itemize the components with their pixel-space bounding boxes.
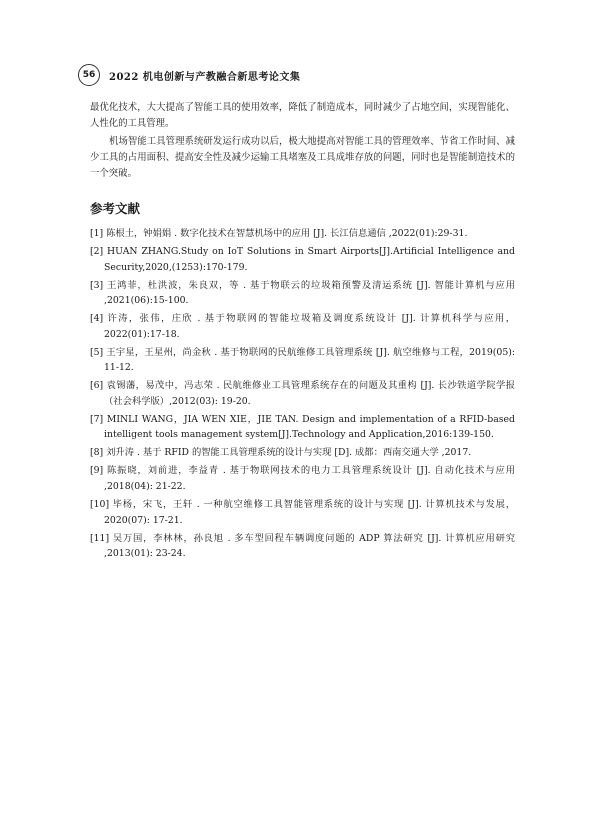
reference-item: [2] HUAN ZHANG.Study on IoT Solutions in Smart Airports[J].Artificial Intelligence and Security,2020,(1253):170-179.	[90, 245, 515, 273]
reference-item: [1] 陈根土，钟娟娟 . 数字化技术在智慧机场中的应用 [J]. 长江信息通信 ,2022(01):29-31.	[90, 228, 468, 239]
body-paragraph-continuation: 最优化技术，大大提高了智能工具的使用效率，降低了制造成本，同时减少了占地空间，实现智能化、人性化的工具管理。	[90, 102, 515, 129]
reference-item: [8] 刘升涛 . 基于 RFID 的智能工具管理系统的设计与实现 [D]. 成都：西南交通大学 ,2017.	[90, 447, 472, 459]
running-title: 2022 机电创新与产教融合新思考论文集	[109, 71, 301, 83]
reference-item: [10] 毕杨，宋飞，王轩 . 一种航空维修工具智能管理系统的设计与实现 [J]. 计算机技术与发展，2020(07): 17-21.	[90, 499, 515, 526]
reference-item: [11] 吴万国，李林林，孙良旭 . 多车型回程车辆调度问题的 ADP 算法研究 [J]. 计算机应用研究 ,2013(01): 23-24.	[90, 532, 515, 560]
reference-item: [3] 王鸿菲，杜洪波，朱良双，等 . 基于物联云的垃圾箱预警及清运系统 [J]. 智能计算机与应用 ,2021(06):15-100.	[90, 279, 515, 307]
reference-item: [9] 陈振晓，刘前进，李益青 . 基于物联网技术的电力工具管理系统设计 [J]. 自动化技术与应用 ,2018(04): 21-22.	[90, 465, 515, 493]
page-content	[90, 100, 515, 564]
reference-item: [4] 许涛，张伟，庄欣 . 基于物联网的智能垃圾箱及调度系统设计 [J]. 计算机科学与应用，2022(01):17-18.	[90, 313, 515, 340]
body-paragraph: 机场智能工具管理系统研发运行成功以后，极大地提高对智能工具的管理效率、节省工作时间、减少工具的占用面积、提高安全性及减少运输工具堵塞及工具成堆存放的问题，同时也是智能制造技术的一个突破。	[90, 136, 515, 179]
reference-item: [5] 王宇星，王星州，尚金秋 . 基于物联网的民航维修工具管理系统 [J]. 航空维修与工程，2019(05): 11-12.	[90, 346, 515, 374]
reference-item: [6] 袁锡藩，易茂中，冯志荣 . 民航维修业工具管理系统存在的问题及其重构 [J]. 长沙铁道学院学报（社会科学版）,2012(03): 19-20.	[90, 380, 515, 407]
page-number-badge: 56	[78, 64, 100, 86]
reference-list	[90, 226, 515, 562]
references-heading: 参考文献	[90, 201, 141, 216]
page-header	[78, 64, 300, 86]
reference-item: [7] MINLI WANG，JIA WEN XIE，JIE TAN. Design and implementation of a RFID-based intelligent tools management system[J].Technology and Application,2016:139-150.	[90, 413, 515, 441]
